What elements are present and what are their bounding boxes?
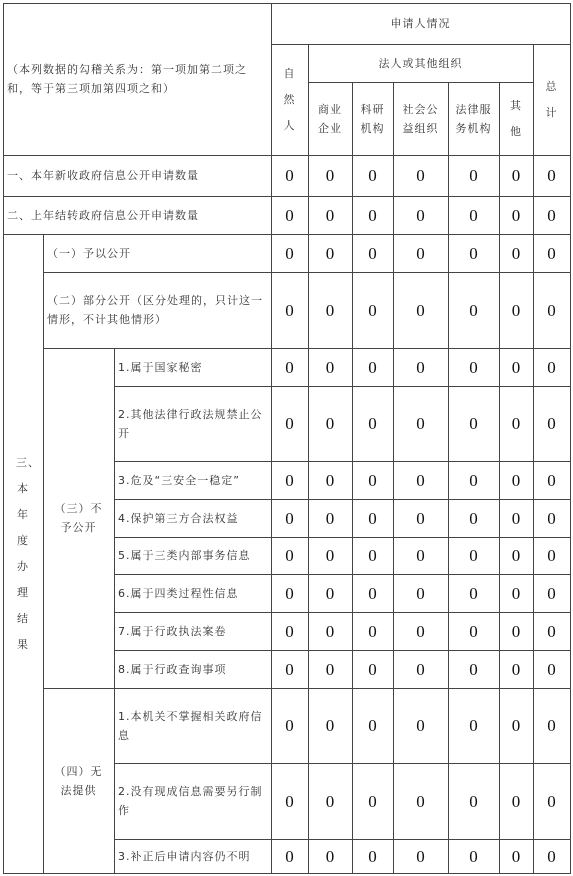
row-7-value-6-text: 0 [547, 508, 556, 528]
row-label-9-text: 6.属于四类过程性信息 [118, 586, 239, 600]
row-1-value-5 [499, 196, 533, 234]
row-3-value-5-text: 0 [511, 300, 521, 320]
header-applicant-status [271, 3, 570, 44]
row-label-5-text: 2.其他法律行政法规禁止公开 [118, 407, 263, 440]
row-11-value-2 [352, 650, 393, 688]
row-0-value-5 [499, 155, 533, 196]
row-9-value-1-text: 0 [325, 583, 335, 603]
row-1-value-4-text: 0 [469, 205, 478, 225]
row-8-value-1-text: 0 [325, 546, 335, 565]
table-border-bottom [3, 873, 571, 874]
row-1-value-3-text: 0 [416, 205, 425, 225]
row-7-value-2 [352, 499, 393, 537]
row-6-value-5 [499, 461, 533, 499]
row-14-value-0-text: 0 [285, 846, 294, 866]
row-6-value-0-text: 0 [285, 470, 294, 490]
row-6-value-0 [271, 461, 308, 499]
header-note-text: （本列数据的勾稽关系为：第一项加第二项之和，等于第三项加第四项之和） [7, 63, 247, 95]
row-13-value-0-text: 0 [285, 791, 294, 811]
header-other-text: 其他 [510, 98, 522, 138]
header-commercial-text: 商业企业 [318, 102, 342, 135]
row-5-value-1 [308, 386, 352, 461]
row-1-value-6-text: 0 [547, 205, 556, 225]
row-14-value-5-text: 0 [511, 846, 521, 866]
row-8-value-5-text: 0 [511, 546, 521, 565]
row-12-value-1 [308, 688, 352, 763]
row-4-value-1-text: 0 [325, 357, 335, 377]
row-10-value-4-text: 0 [469, 621, 478, 641]
row-label-11 [114, 650, 271, 688]
row-12-value-6 [533, 688, 570, 763]
row-9-value-5 [499, 574, 533, 612]
row-label-14-text: 3.补正后申请内容仍不明 [118, 849, 251, 863]
row-5-value-0 [271, 386, 308, 461]
row-3-value-6 [533, 272, 570, 348]
row-6-value-5-text: 0 [511, 470, 521, 490]
row-6-value-3 [393, 461, 448, 499]
row-label-7-text: 4.保护第三方合法权益 [118, 511, 239, 525]
row-9-value-0 [271, 574, 308, 612]
row-13-value-3-text: 0 [416, 791, 425, 811]
row-10-value-3 [393, 612, 448, 650]
row-13-value-6 [533, 763, 570, 839]
row-2-value-3 [393, 234, 448, 272]
row-7-value-4-text: 0 [469, 508, 478, 528]
row-11-value-0 [271, 650, 308, 688]
row-4-value-5-text: 0 [511, 357, 521, 377]
row-14-value-3 [393, 839, 448, 873]
row-8-value-6-text: 0 [547, 546, 556, 565]
row-6-value-4-text: 0 [469, 470, 478, 490]
row-2-value-6 [533, 234, 570, 272]
row-label-8 [114, 537, 271, 574]
row-0-value-4 [448, 155, 499, 196]
row-12-value-0-text: 0 [285, 716, 294, 735]
row-4-value-2-text: 0 [368, 357, 377, 377]
row-3-value-3-text: 0 [416, 300, 425, 320]
group-not-disclosed [43, 348, 114, 688]
row-13-value-1 [308, 763, 352, 839]
row-14-value-5 [499, 839, 533, 873]
row-label-2 [43, 234, 271, 272]
row-3-value-4 [448, 272, 499, 348]
row-3-value-1 [308, 272, 352, 348]
row-7-value-3 [393, 499, 448, 537]
row-3-value-0 [271, 272, 308, 348]
row-10-value-6-text: 0 [547, 621, 556, 641]
row-10-value-6 [533, 612, 570, 650]
row-10-value-0 [271, 612, 308, 650]
row-8-value-3 [393, 537, 448, 574]
header-legal-service-text: 法律服务机构 [455, 102, 492, 135]
row-13-value-2-text: 0 [368, 791, 377, 811]
row-7-value-0-text: 0 [285, 508, 294, 528]
row-0-value-6-text: 0 [547, 166, 556, 185]
row-11-value-5-text: 0 [511, 659, 521, 679]
row-0-value-2-text: 0 [368, 166, 377, 185]
row-6-value-6-text: 0 [547, 470, 556, 490]
row-13-value-3 [393, 763, 448, 839]
row-5-value-6-text: 0 [547, 414, 556, 433]
row-9-value-6-text: 0 [547, 583, 556, 603]
row-6-value-4 [448, 461, 499, 499]
row-label-13-text: 2.没有现成信息需要另行制作 [118, 785, 263, 817]
row-label-9 [114, 574, 271, 612]
row-12-value-0 [271, 688, 308, 763]
row-5-value-5 [499, 386, 533, 461]
row-0-value-3-text: 0 [416, 166, 425, 185]
row-label-7 [114, 499, 271, 537]
row-3-value-6-text: 0 [547, 300, 556, 320]
row-6-value-3-text: 0 [416, 470, 425, 490]
header-legal-persons [308, 44, 533, 82]
row-0-value-2 [352, 155, 393, 196]
header-natural-person-text: 自然人 [283, 66, 296, 132]
row-0-value-4-text: 0 [469, 166, 478, 185]
row-5-value-1-text: 0 [325, 414, 335, 433]
row-3-value-4-text: 0 [469, 300, 478, 320]
row-5-value-5-text: 0 [511, 414, 521, 433]
row-7-value-0 [271, 499, 308, 537]
row-0-value-3 [393, 155, 448, 196]
row-5-value-6 [533, 386, 570, 461]
row-8-value-0-text: 0 [285, 546, 294, 565]
row-label-0 [3, 155, 271, 196]
row-3-value-2-text: 0 [368, 300, 377, 320]
row-14-value-3-text: 0 [416, 846, 425, 866]
header-research [352, 82, 393, 155]
row-14-value-2 [352, 839, 393, 873]
row-11-value-6-text: 0 [547, 659, 556, 679]
row-label-10 [114, 612, 271, 650]
row-1-value-5-text: 0 [511, 205, 521, 225]
row-14-value-6 [533, 839, 570, 873]
row-4-value-4 [448, 348, 499, 386]
row-1-value-6 [533, 196, 570, 234]
row-11-value-6 [533, 650, 570, 688]
group-not-disclosed-text: （三）不予公开 [54, 502, 103, 534]
row-3-value-1-text: 0 [325, 300, 335, 320]
row-8-value-6 [533, 537, 570, 574]
row-13-value-4 [448, 763, 499, 839]
row-4-value-2 [352, 348, 393, 386]
header-commercial [308, 82, 352, 155]
row-14-value-4 [448, 839, 499, 873]
row-1-value-3 [393, 196, 448, 234]
row-label-12-text: 1.本机关不掌握相关政府信息 [118, 709, 263, 742]
row-2-value-0-text: 0 [285, 243, 294, 263]
row-5-value-0-text: 0 [285, 414, 294, 433]
row-10-value-2-text: 0 [368, 621, 377, 641]
row-4-value-3 [393, 348, 448, 386]
row-2-value-2 [352, 234, 393, 272]
row-14-value-2-text: 0 [368, 846, 377, 866]
header-social-welfare [393, 82, 448, 155]
row-13-value-5-text: 0 [511, 791, 521, 811]
row-label-3-text: （二）部分公开（区分处理的，只计这一情形，不计其他情形） [47, 294, 263, 326]
header-natural-person [271, 44, 308, 155]
row-label-11-text: 8.属于行政查询事项 [118, 662, 227, 676]
header-legal-service [448, 82, 499, 155]
row-0-value-0-text: 0 [285, 166, 294, 185]
row-11-value-4-text: 0 [469, 659, 478, 679]
row-5-value-4 [448, 386, 499, 461]
row-9-value-1 [308, 574, 352, 612]
row-7-value-1-text: 0 [325, 508, 335, 528]
row-12-value-5 [499, 688, 533, 763]
table-border-right [570, 3, 571, 874]
row-5-value-2-text: 0 [368, 414, 377, 433]
row-7-value-1 [308, 499, 352, 537]
row-12-value-6-text: 0 [547, 716, 556, 735]
row-1-value-1 [308, 196, 352, 234]
header-other [499, 82, 533, 155]
group-unable-to-provide [43, 688, 114, 873]
row-14-value-0 [271, 839, 308, 873]
row-label-1-text: 二、上年结转政府信息公开申请数量 [7, 208, 199, 222]
row-12-value-2 [352, 688, 393, 763]
row-12-value-4-text: 0 [469, 716, 478, 735]
header-total-text: 总计 [545, 79, 558, 119]
header-total [533, 44, 570, 155]
row-label-6 [114, 461, 271, 499]
row-label-5 [114, 386, 271, 461]
row-9-value-2 [352, 574, 393, 612]
row-3-value-3 [393, 272, 448, 348]
row-11-value-1 [308, 650, 352, 688]
row-1-value-0 [271, 196, 308, 234]
row-11-value-5 [499, 650, 533, 688]
row-12-value-4 [448, 688, 499, 763]
row-4-value-3-text: 0 [416, 357, 425, 377]
row-6-value-1 [308, 461, 352, 499]
row-8-value-2-text: 0 [368, 546, 377, 565]
row-0-value-1 [308, 155, 352, 196]
row-14-value-1-text: 0 [325, 846, 335, 866]
row-1-value-4 [448, 196, 499, 234]
row-9-value-6 [533, 574, 570, 612]
row-5-value-2 [352, 386, 393, 461]
row-9-value-3 [393, 574, 448, 612]
row-label-12 [114, 688, 271, 763]
row-label-13 [114, 763, 271, 839]
header-applicant-status-text: 申请人情况 [390, 17, 451, 30]
row-10-value-1-text: 0 [325, 621, 335, 641]
row-2-value-0 [271, 234, 308, 272]
row-3-value-0-text: 0 [285, 300, 294, 320]
row-6-value-2 [352, 461, 393, 499]
row-4-value-6 [533, 348, 570, 386]
row-7-value-4 [448, 499, 499, 537]
row-8-value-4-text: 0 [469, 546, 478, 565]
header-social-welfare-text: 社会公益组织 [402, 102, 439, 135]
row-2-value-1 [308, 234, 352, 272]
row-6-value-6 [533, 461, 570, 499]
row-10-value-4 [448, 612, 499, 650]
row-9-value-2-text: 0 [368, 583, 377, 603]
row-9-value-4 [448, 574, 499, 612]
row-0-value-1-text: 0 [325, 166, 335, 185]
row-10-value-1 [308, 612, 352, 650]
row-12-value-1-text: 0 [325, 716, 335, 735]
row-1-value-1-text: 0 [325, 205, 335, 225]
row-3-value-5 [499, 272, 533, 348]
row-11-value-4 [448, 650, 499, 688]
row-10-value-3-text: 0 [416, 621, 425, 641]
row-7-value-5-text: 0 [511, 508, 521, 528]
row-label-6-text: 3.危及“三安全一稳定” [118, 473, 240, 487]
row-label-4-text: 1.属于国家秘密 [118, 360, 203, 374]
row-4-value-6-text: 0 [547, 357, 556, 377]
row-8-value-3-text: 0 [416, 546, 425, 565]
header-legal-persons-text: 法人或其他组织 [378, 56, 463, 70]
row-label-4 [114, 348, 271, 386]
row-13-value-4-text: 0 [469, 791, 478, 811]
row-4-value-0 [271, 348, 308, 386]
row-10-value-5-text: 0 [511, 621, 521, 641]
row-2-value-5 [499, 234, 533, 272]
row-7-value-5 [499, 499, 533, 537]
row-8-value-5 [499, 537, 533, 574]
row-0-value-6 [533, 155, 570, 196]
row-13-value-1-text: 0 [325, 791, 335, 811]
row-4-value-0-text: 0 [285, 357, 294, 377]
row-11-value-0-text: 0 [285, 659, 294, 679]
row-4-value-5 [499, 348, 533, 386]
row-6-value-1-text: 0 [325, 470, 335, 490]
row-8-value-1 [308, 537, 352, 574]
row-4-value-4-text: 0 [469, 357, 478, 377]
row-9-value-3-text: 0 [416, 583, 425, 603]
row-0-value-5-text: 0 [511, 166, 521, 185]
row-label-2-text: （一）予以公开 [47, 246, 131, 260]
row-12-value-3-text: 0 [416, 716, 425, 735]
row-1-value-2 [352, 196, 393, 234]
row-14-value-6-text: 0 [547, 846, 556, 866]
row-11-value-3-text: 0 [416, 659, 425, 679]
row-11-value-3 [393, 650, 448, 688]
row-7-value-2-text: 0 [368, 508, 377, 528]
row-2-value-6-text: 0 [547, 243, 556, 263]
row-2-value-5-text: 0 [511, 243, 521, 263]
row-14-value-1 [308, 839, 352, 873]
row-2-value-1-text: 0 [325, 243, 335, 263]
row-13-value-2 [352, 763, 393, 839]
row-5-value-3-text: 0 [416, 414, 425, 433]
row-12-value-5-text: 0 [511, 716, 521, 735]
row-12-value-2-text: 0 [368, 716, 377, 735]
row-5-value-3 [393, 386, 448, 461]
row-label-14 [114, 839, 271, 873]
row-13-value-5 [499, 763, 533, 839]
row-5-value-4-text: 0 [469, 414, 478, 433]
row-1-value-2-text: 0 [368, 205, 377, 225]
row-10-value-2 [352, 612, 393, 650]
row-8-value-2 [352, 537, 393, 574]
row-11-value-2-text: 0 [368, 659, 377, 679]
row-10-value-5 [499, 612, 533, 650]
row-7-value-6 [533, 499, 570, 537]
row-12-value-3 [393, 688, 448, 763]
row-13-value-0 [271, 763, 308, 839]
row-9-value-4-text: 0 [469, 583, 478, 603]
row-14-value-4-text: 0 [469, 846, 478, 866]
row-label-10-text: 7.属于行政执法案卷 [118, 624, 227, 638]
row-2-value-2-text: 0 [368, 243, 377, 263]
group-unable-to-provide-text: （四）无法提供 [54, 764, 103, 797]
row-2-value-3-text: 0 [416, 243, 425, 263]
row-8-value-0 [271, 537, 308, 574]
group-annual-results [3, 234, 43, 873]
row-1-value-0-text: 0 [285, 205, 294, 225]
row-11-value-1-text: 0 [325, 659, 335, 679]
row-4-value-1 [308, 348, 352, 386]
row-7-value-3-text: 0 [416, 508, 425, 528]
row-label-8-text: 5.属于三类内部事务信息 [118, 549, 251, 562]
header-research-text: 科研机构 [360, 102, 385, 135]
row-2-value-4-text: 0 [469, 243, 478, 263]
row-2-value-4 [448, 234, 499, 272]
row-6-value-2-text: 0 [368, 470, 377, 490]
row-9-value-5-text: 0 [511, 583, 521, 603]
row-label-3 [43, 272, 271, 348]
row-9-value-0-text: 0 [285, 583, 294, 603]
header-note [3, 3, 271, 155]
row-3-value-2 [352, 272, 393, 348]
group-annual-results-text: 三、本年度办理结果 [16, 455, 40, 651]
row-13-value-6-text: 0 [547, 791, 556, 811]
row-0-value-0 [271, 155, 308, 196]
row-8-value-4 [448, 537, 499, 574]
row-label-0-text: 一、本年新收政府信息公开申请数量 [7, 169, 199, 182]
row-10-value-0-text: 0 [285, 621, 294, 641]
row-label-1 [3, 196, 271, 234]
